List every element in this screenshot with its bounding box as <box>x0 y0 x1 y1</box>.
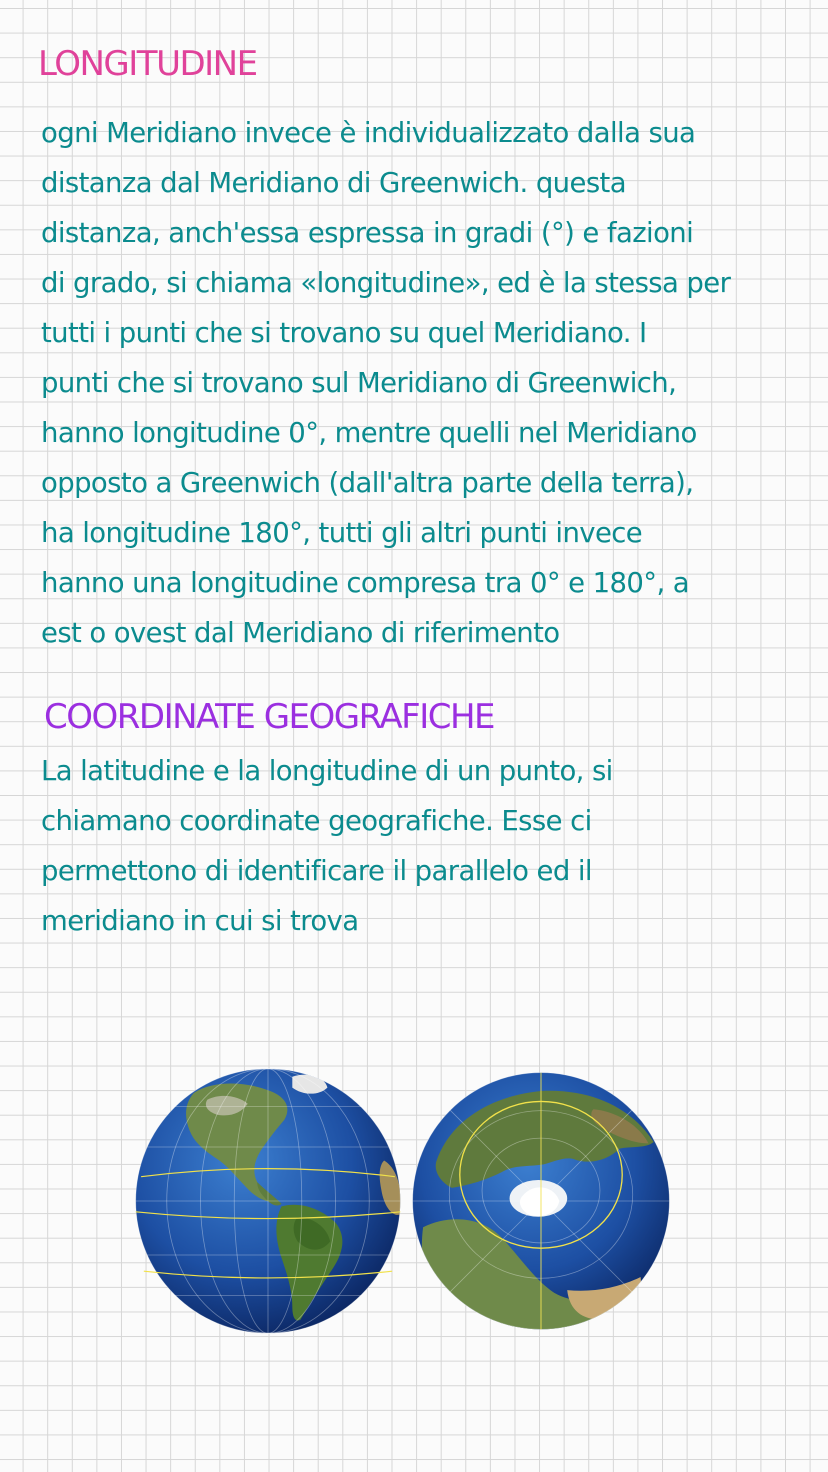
paragraph-line: hanno una longitudine compresa tra 0° e 180°, a <box>41 567 689 599</box>
paragraph-line: permettono di identificare il parallelo ed il <box>41 855 592 887</box>
coordinates-paragraph <box>41 746 613 946</box>
globe-north-pole-image <box>410 1070 672 1332</box>
paragraph-line: hanno longitudine 0°, mentre quelli nel Meridiano <box>41 417 697 449</box>
paragraph-line: La latitudine e la longitudine di un punto, si <box>41 755 613 787</box>
coordinates-heading: COORDINATE GEOGRAFICHE <box>44 697 495 737</box>
paragraph-line: distanza dal Meridiano di Greenwich. questa <box>41 167 626 199</box>
paragraph-line: chiamano coordinate geografiche. Esse ci <box>41 805 592 837</box>
longitude-heading: LONGITUDINE <box>38 44 257 84</box>
paragraph-line: ha longitudine 180°, tutti gli altri punti invece <box>41 517 643 549</box>
globe-americas-image <box>133 1066 403 1336</box>
paragraph-line: ogni Meridiano invece è individualizzato dalla sua <box>41 117 696 149</box>
longitude-paragraph <box>41 108 730 658</box>
paragraph-line: meridiano in cui si trova <box>41 905 359 937</box>
paragraph-line: opposto a Greenwich (dall'altra parte della terra), <box>41 467 694 499</box>
paragraph-line: est o ovest dal Meridiano di riferimento <box>41 617 560 649</box>
paragraph-line: punti che si trovano sul Meridiano di Greenwich, <box>41 367 677 399</box>
paragraph-line: tutti i punti che si trovano su quel Meridiano. I <box>41 317 647 349</box>
paragraph-line: di grado, si chiama «longitudine», ed è la stessa per <box>41 267 731 299</box>
paragraph-line: distanza, anch'essa espressa in gradi (°) e fazioni <box>41 217 694 249</box>
